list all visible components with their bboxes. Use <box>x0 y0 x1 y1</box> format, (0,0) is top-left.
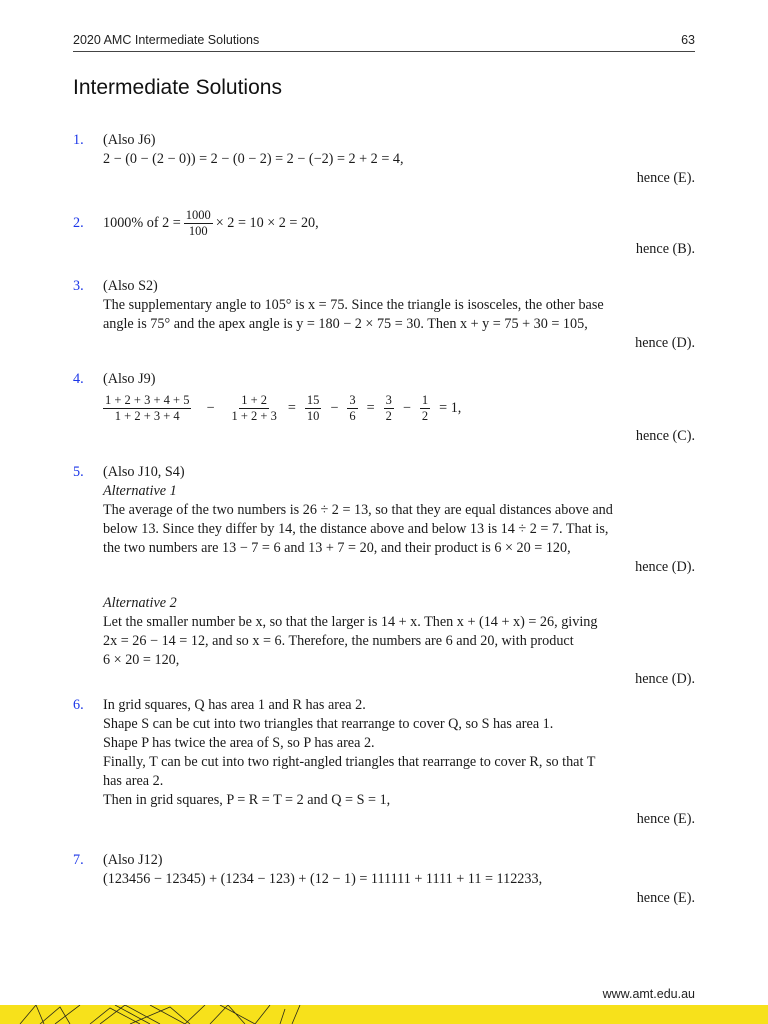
footer-url: www.amt.edu.au <box>602 987 695 1001</box>
solution-line: has area 2. <box>103 773 164 789</box>
solution-number: 3. <box>73 278 84 294</box>
solution-number: 6. <box>73 697 84 713</box>
solution-line: 2x = 26 − 14 = 12, and so x = 6. Therefore, the numbers are 6 and 20, with product <box>103 633 574 649</box>
solution-3 <box>73 277 695 353</box>
answer: hence (D). <box>635 559 695 575</box>
solution-number: 1. <box>73 132 84 148</box>
solution-line: 2 − (0 − (2 − 0)) = 2 − (0 − 2) = 2 − (−2) = 2 + 2 = 4, <box>103 151 404 167</box>
solution-6 <box>73 696 695 829</box>
fraction <box>184 209 213 238</box>
answer: hence (C). <box>635 428 695 444</box>
solution-line: The average of the two numbers is 26 ÷ 2 = 13, so that they are equal distances above and <box>103 502 613 518</box>
equation-tail: = 1, <box>439 399 462 416</box>
solution-number: 5. <box>73 464 84 480</box>
footer-line-art <box>0 1005 768 1024</box>
operator: − <box>206 399 215 416</box>
page-title: Intermediate Solutions <box>73 76 282 99</box>
solution-line: Finally, T can be cut into two right-angled triangles that rearrange to cover R, so that T <box>103 754 596 770</box>
solution-line: The supplementary angle to 105° is x = 75. Since the triangle is isosceles, the other base <box>103 297 604 313</box>
solution-line: 6 × 20 = 120, <box>103 652 180 668</box>
solution-line: Shape S can be cut into two triangles that rearrange to cover Q, so S has area 1. <box>103 716 554 732</box>
solution-2 <box>73 206 695 259</box>
decorative-footer-band <box>0 1005 768 1024</box>
also-note: (Also J6) <box>103 132 156 148</box>
solution-line: (123456 − 12345) + (1234 − 123) + (12 − 1) = 111111 + 1111 + 11 = 112233, <box>103 871 543 887</box>
solution-5 <box>73 463 695 689</box>
denominator: 6 <box>349 408 356 423</box>
also-note: (Also J10, S4) <box>103 464 185 480</box>
solution-number: 7. <box>73 852 84 868</box>
solution-1 <box>73 131 695 188</box>
solution-line: Then in grid squares, P = R = T = 2 and Q = S = 1, <box>103 792 391 808</box>
fraction <box>305 394 322 423</box>
numerator: 1 + 2 + 3 + 4 + 5 <box>105 392 190 407</box>
answer: hence (E). <box>636 890 695 906</box>
solution-line: Shape P has twice the area of S, so P has area 2. <box>103 735 375 751</box>
numerator: 3 <box>385 392 392 407</box>
operator: = <box>366 399 375 416</box>
answer: hence (D). <box>635 671 695 687</box>
solution-4 <box>73 370 695 446</box>
denominator: 1 + 2 + 3 <box>231 408 277 423</box>
numerator: 1 + 2 <box>241 392 268 407</box>
equation-text: 1000% of 2 = <box>103 214 181 231</box>
header-rule <box>73 51 695 52</box>
solution-7 <box>73 851 695 908</box>
header-title: 2020 AMC Intermediate Solutions <box>73 33 260 47</box>
denominator: 1 + 2 + 3 + 4 <box>114 408 180 423</box>
solution-line: the two numbers are 13 − 7 = 6 and 13 + 7 = 20, and their product is 6 × 20 = 120, <box>103 540 571 556</box>
running-header <box>73 33 695 49</box>
equation-text: × 2 = 10 × 2 = 20, <box>215 214 319 231</box>
operator: = <box>287 399 296 416</box>
solution-line: below 13. Since they differ by 14, the distance above and below 13 is 14 ÷ 2 = 7. That is, <box>103 521 609 537</box>
solution-number: 2. <box>73 215 84 231</box>
alternative-heading: Alternative 2 <box>103 595 177 611</box>
fraction <box>384 394 394 423</box>
also-note: (Also J12) <box>103 852 163 868</box>
solution-line: angle is 75° and the apex angle is y = 180 − 2 × 75 = 30. Then x + y = 75 + 30 = 105, <box>103 316 588 332</box>
answer: hence (E). <box>636 811 695 827</box>
fraction <box>347 394 357 423</box>
answer: hence (D). <box>635 335 695 351</box>
denominator: 2 <box>385 408 392 423</box>
denominator: 100 <box>188 223 208 238</box>
answer: hence (B). <box>635 241 695 257</box>
operator: − <box>330 399 339 416</box>
answer: hence (E). <box>636 170 695 186</box>
alternative-heading: Alternative 1 <box>103 483 177 499</box>
numerator: 1000 <box>185 207 211 222</box>
solution-equation <box>103 389 695 427</box>
solution-equation <box>103 206 695 240</box>
numerator: 3 <box>349 392 356 407</box>
numerator: 1 <box>421 392 429 407</box>
solution-number: 4. <box>73 371 84 387</box>
also-note: (Also S2) <box>103 278 158 294</box>
solution-line: In grid squares, Q has area 1 and R has area 2. <box>103 697 366 713</box>
fraction <box>420 394 430 423</box>
page-number: 63 <box>681 33 695 47</box>
numerator: 15 <box>306 392 320 407</box>
denominator: 2 <box>421 408 429 423</box>
fraction <box>103 394 191 423</box>
solution-line: Let the smaller number be x, so that the larger is 14 + x. Then x + (14 + x) = 26, giving <box>103 614 598 630</box>
denominator: 10 <box>306 408 320 423</box>
operator: − <box>402 399 411 416</box>
also-note: (Also J9) <box>103 371 156 387</box>
fraction <box>229 394 278 423</box>
